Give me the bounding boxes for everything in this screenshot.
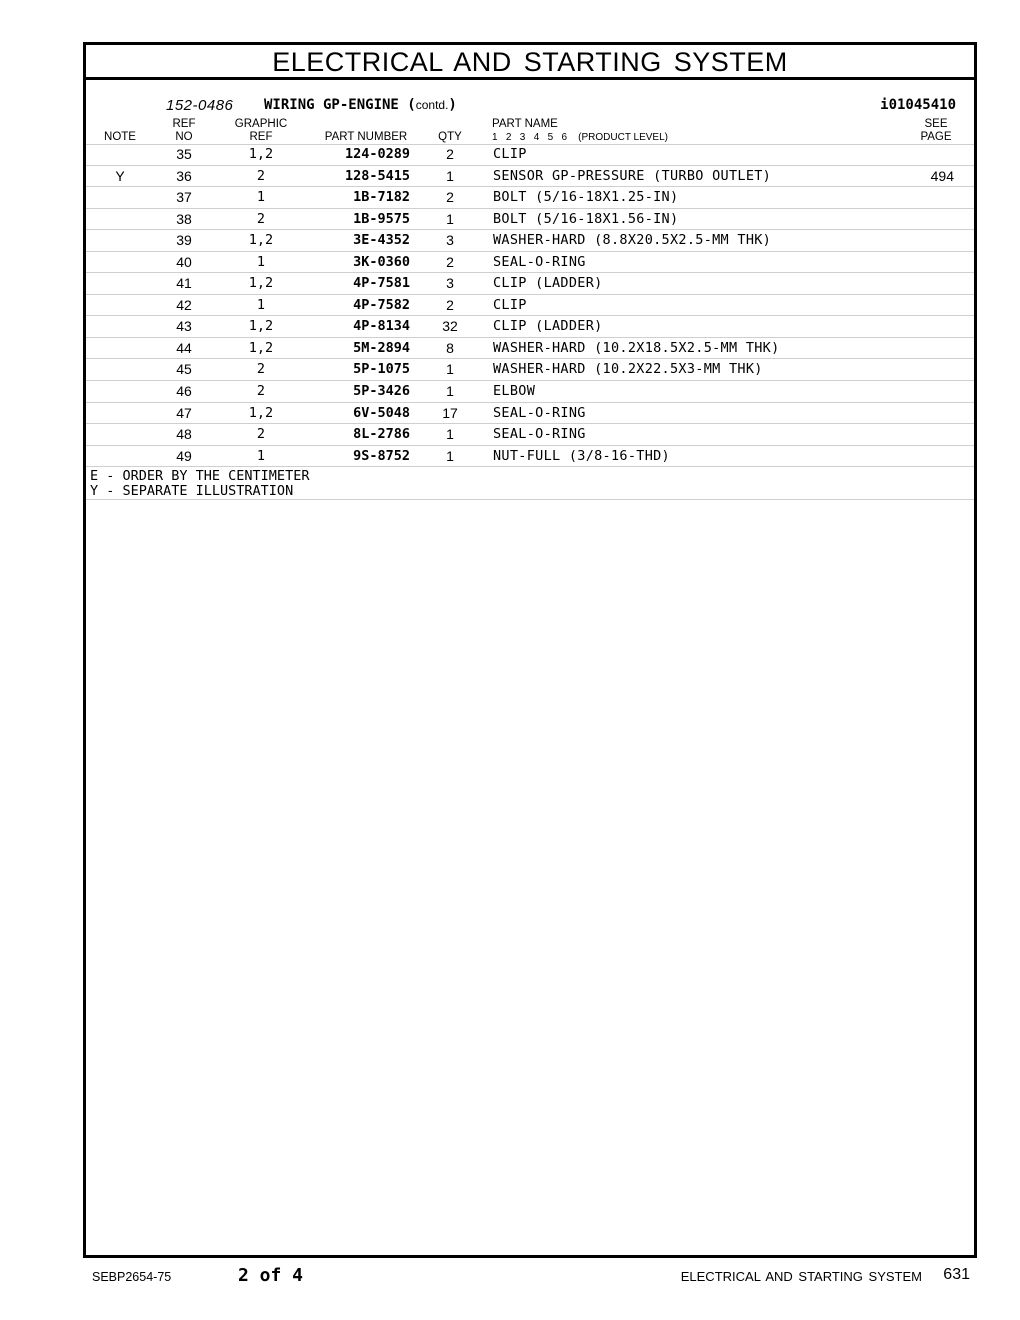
row-graphic-ref: 1	[256, 447, 266, 464]
row-graphic-ref: 1,2	[248, 146, 274, 162]
row-qty: 8	[446, 339, 454, 356]
col-header-see-bottom: PAGE	[920, 131, 952, 143]
row-ref-no: 36	[176, 167, 192, 184]
col-header-gref-top: GRAPHIC	[234, 118, 288, 130]
col-header-name-top: PART NAME	[492, 118, 558, 130]
row-part-number: 124-0289	[344, 146, 410, 162]
col-header-ref	[164, 118, 204, 144]
table-row	[86, 424, 974, 446]
row-ref-no: 40	[176, 253, 192, 270]
row-graphic-ref: 1,2	[248, 232, 274, 249]
group-number: 152-0486	[166, 97, 234, 114]
row-ref-no: 49	[176, 447, 192, 464]
row-graphic-ref: 1,2	[248, 318, 274, 335]
row-ref-no: 44	[176, 339, 192, 356]
note-y: Y - SEPARATE ILLUSTRATION	[90, 483, 294, 499]
table-row	[86, 187, 974, 209]
row-part-name: SENSOR GP-PRESSURE (TURBO OUTLET)	[493, 167, 772, 184]
row-graphic-ref: 2	[256, 383, 266, 400]
col-header-part-number-label: PART NUMBER	[324, 131, 408, 143]
row-part-name: SEAL-O-RING	[493, 404, 586, 421]
row-part-name: WASHER-HARD (10.2X18.5X2.5-MM THK)	[493, 339, 780, 356]
row-part-name: BOLT (5/16-18X1.56-IN)	[493, 210, 679, 227]
row-graphic-ref: 1	[256, 189, 266, 206]
table-row	[86, 316, 974, 338]
row-part-name: CLIP	[493, 146, 527, 162]
col-header-ref-bottom: NO	[175, 131, 193, 143]
group-close: )	[448, 97, 457, 113]
row-graphic-ref: 2	[256, 361, 266, 378]
row-note: Y	[115, 167, 125, 184]
row-qty: 3	[446, 275, 454, 292]
row-part-name: WASHER-HARD (8.8X20.5X2.5-MM THK)	[493, 232, 772, 249]
row-part-number: 128-5415	[344, 167, 410, 184]
row-qty: 1	[446, 426, 454, 443]
footer-doc-number: SEBP2654-75	[92, 1270, 172, 1284]
row-graphic-ref: 2	[256, 167, 266, 184]
col-header-ref-top: REF	[172, 118, 196, 130]
row-part-number: 1B-9575	[353, 210, 410, 227]
row-part-number: 5P-3426	[353, 383, 410, 400]
row-qty: 2	[446, 253, 454, 270]
note-e: E - ORDER BY THE CENTIMETER	[90, 468, 310, 484]
row-part-name: ELBOW	[493, 383, 536, 400]
footer-page-of: 2 of 4	[238, 1265, 304, 1286]
group-heading	[86, 97, 974, 117]
row-graphic-ref: 1	[256, 296, 266, 313]
group-name-text: WIRING GP-ENGINE (	[264, 97, 416, 113]
notes-legend	[90, 469, 974, 499]
col-header-see-top: SEE	[924, 118, 948, 130]
row-part-number: 3E-4352	[353, 232, 410, 249]
row-ref-no: 41	[176, 275, 192, 292]
row-part-number: 8L-2786	[353, 426, 410, 443]
group-id: i01045410	[880, 97, 956, 113]
col-header-qty-label: QTY	[438, 131, 462, 143]
row-part-number: 6V-5048	[353, 404, 410, 421]
row-part-name: CLIP	[493, 296, 527, 313]
row-qty: 17	[442, 404, 458, 421]
row-ref-no: 45	[176, 361, 192, 378]
parts-table	[86, 144, 974, 467]
col-header-part-number	[318, 131, 414, 144]
row-graphic-ref: 1,2	[248, 339, 274, 356]
row-ref-no: 42	[176, 296, 192, 313]
col-header-part-name	[492, 118, 792, 144]
row-part-name: BOLT (5/16-18X1.25-IN)	[493, 189, 679, 206]
table-row	[86, 446, 974, 468]
col-header-note-label: NOTE	[104, 131, 136, 143]
row-part-number: 4P-7582	[353, 296, 410, 313]
group-name	[264, 97, 457, 113]
notes-divider	[86, 499, 974, 500]
row-ref-no: 43	[176, 318, 192, 335]
row-part-name: SEAL-O-RING	[493, 426, 586, 443]
row-part-name: NUT-FULL (3/8-16-THD)	[493, 447, 670, 464]
page-title: ELECTRICAL AND STARTING SYSTEM	[86, 45, 974, 80]
row-ref-no: 37	[176, 189, 192, 206]
row-part-number: 1B-7182	[353, 189, 410, 206]
table-row	[86, 144, 974, 166]
row-ref-no: 47	[176, 404, 192, 421]
table-row	[86, 359, 974, 381]
col-header-graphic-ref	[226, 118, 296, 144]
row-graphic-ref: 1	[256, 253, 266, 270]
row-qty: 2	[446, 296, 454, 313]
row-qty: 1	[446, 447, 454, 464]
table-row	[86, 403, 974, 425]
row-part-number: 5P-1075	[353, 361, 410, 378]
row-qty: 32	[442, 318, 458, 335]
col-header-see-page	[916, 118, 956, 144]
table-row	[86, 166, 974, 188]
group-contd: contd.	[415, 98, 449, 112]
row-part-name: SEAL-O-RING	[493, 253, 586, 270]
row-part-number: 5M-2894	[353, 339, 410, 356]
table-row	[86, 209, 974, 231]
table-row	[86, 252, 974, 274]
table-row	[86, 295, 974, 317]
page-footer	[0, 1262, 1020, 1292]
row-part-name: CLIP (LADDER)	[493, 318, 603, 335]
row-ref-no: 38	[176, 210, 192, 227]
footer-page-number: 631	[943, 1266, 970, 1283]
row-ref-no: 46	[176, 383, 192, 400]
row-graphic-ref: 2	[256, 210, 266, 227]
row-qty: 1	[446, 210, 454, 227]
row-qty: 2	[446, 189, 454, 206]
row-part-name: WASHER-HARD (10.2X22.5X3-MM THK)	[493, 361, 763, 378]
col-header-note	[100, 131, 140, 144]
row-part-number: 9S-8752	[353, 447, 410, 464]
row-qty: 2	[446, 146, 454, 162]
col-header-product-levels: 1 2 3 4 5 6 (PRODUCT LEVEL)	[492, 132, 668, 143]
row-graphic-ref: 1,2	[248, 404, 274, 421]
row-ref-no: 35	[176, 146, 192, 162]
row-part-number: 4P-8134	[353, 318, 410, 335]
row-qty: 1	[446, 383, 454, 400]
page-frame	[83, 42, 977, 1258]
table-row	[86, 273, 974, 295]
col-header-gref-bottom: REF	[249, 131, 273, 143]
row-part-name: CLIP (LADDER)	[493, 275, 603, 292]
row-graphic-ref: 2	[256, 426, 266, 443]
table-row	[86, 381, 974, 403]
table-row	[86, 230, 974, 252]
table-row	[86, 338, 974, 360]
row-part-number: 3K-0360	[353, 253, 410, 270]
row-ref-no: 39	[176, 232, 192, 249]
footer-system-name: ELECTRICAL AND STARTING SYSTEM	[680, 1269, 922, 1284]
col-header-qty	[432, 131, 468, 144]
row-graphic-ref: 1,2	[248, 275, 274, 292]
row-qty: 1	[446, 167, 454, 184]
row-qty: 1	[446, 361, 454, 378]
row-part-number: 4P-7581	[353, 275, 410, 292]
row-ref-no: 48	[176, 426, 192, 443]
row-qty: 3	[446, 232, 454, 249]
row-see-page: 494	[930, 167, 954, 184]
